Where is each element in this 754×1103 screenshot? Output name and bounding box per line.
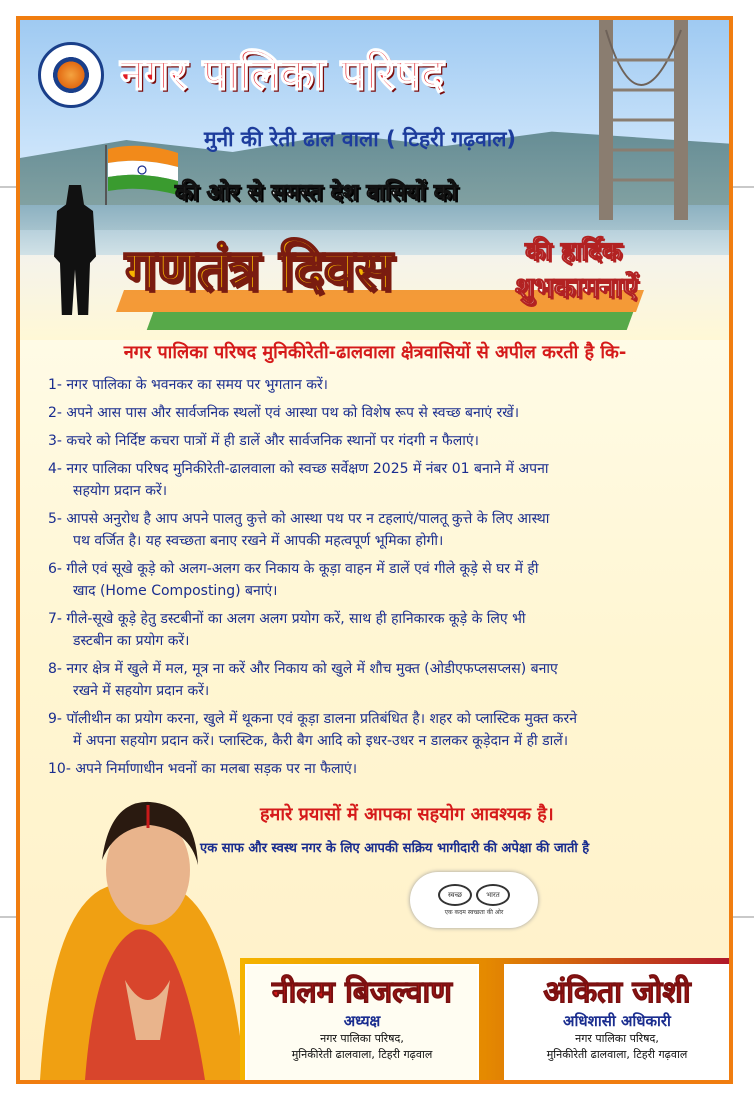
subtitle: मुनी की रेती ढाल वाला ( टिहरी गढ़वाल) xyxy=(203,127,517,151)
event-title: गणतंत्र दिवस xyxy=(125,238,393,303)
officer-address-1: नगर पालिका परिषद, xyxy=(575,1032,659,1045)
signatory-card-officer xyxy=(504,964,730,1084)
left-edge-line-lower xyxy=(0,916,16,918)
bridge-image xyxy=(579,20,709,220)
greeting-line-2: शुभकामनाऐं xyxy=(515,271,638,304)
right-edge-line-lower xyxy=(733,916,754,918)
hero-banner xyxy=(20,20,729,340)
poster xyxy=(16,16,733,1084)
signatory-card-chairperson xyxy=(245,964,479,1084)
closing-line-2: एक साफ और स्वस्थ नगर के लिए आपकी सक्रिय भागीदारी की अपेक्षा की जाती है xyxy=(200,841,590,856)
green-stripe xyxy=(147,312,634,330)
list-item: 9- पॉलीथीन का प्रयोग करना, खुले में थूकना एवं कूड़ा डालना प्रतिबंधित है। शहर को प्लास्टिक मुक्त करने में अपना सहयोग प्रदान करें। प्लास्टिक, कैरी बैग आदि को इधर-उधर न डालकर कूड़ेदान में ही डालें। xyxy=(48,711,577,749)
swachh-bharat-logo: स्वच्छ भारत एक कदम स्वच्छता की ओर xyxy=(410,872,538,928)
officer-role: अधिशासी अधिकारी xyxy=(563,1012,671,1030)
municipal-logo xyxy=(38,42,104,108)
officer-address-2: मुनिकीरेती ढालवाला, टिहरी गढ़वाल xyxy=(546,1048,688,1061)
chairperson-address-2: मुनिकीरेती ढालवाला, टिहरी गढ़वाल xyxy=(291,1048,433,1061)
chairperson-address-1: नगर पालिका परिषद, xyxy=(320,1032,404,1045)
list-item: 6- गीले एवं सूखे कूड़े को अलग-अलग कर निकाय के कूड़ा वाहन में डालें एवं गीले कूड़े से घर में ही खाद (Home Composting) बनाएं। xyxy=(48,561,539,599)
list-item: 5- आपसे अनुरोध है आप अपने पालतु कुत्ते को आस्था पथ पर न टहलाएं/पालतू कुत्ते के लिए आस्था पथ वर्जित है। यह स्वच्छता बनाए रखने में आपकी महत्वपूर्ण भूमिका होगी। xyxy=(48,511,550,549)
list-item: 2- अपने आस पास और सार्वजनिक स्थलों एवं आस्था पथ को विशेष रूप से स्वच्छ बनाएं रखें। xyxy=(48,405,520,421)
glasses-icon: स्वच्छ भारत xyxy=(438,884,510,906)
list-item: 1- नगर पालिका के भवनकर का समय पर भुगतान करें। xyxy=(48,377,328,393)
appeal-list xyxy=(48,374,724,786)
appeal-heading: नगर पालिका परिषद मुनिकीरेती-ढालवाला क्षेत्रवासियों से अपील करती है कि- xyxy=(123,342,627,363)
from-line: की ओर से समस्त देश वासियों को xyxy=(175,180,458,206)
closing-line-1: हमारे प्रयासों में आपका सहयोग आवश्यक है। xyxy=(260,804,554,825)
chairperson-role: अध्यक्ष xyxy=(343,1012,381,1030)
list-item: 4- नगर पालिका परिषद मुनिकीरेती-ढालवाला को स्वच्छ सर्वेक्षण 2025 में नंबर 01 बनाने में अपना सहयोग प्रदान करें। xyxy=(48,461,549,499)
list-item: 10- अपने निर्माणाधीन भवनों का मलबा सड़क पर ना फैलाएं। xyxy=(48,761,358,777)
officer-name: अंकिता जोशी xyxy=(543,975,691,1010)
chairperson-name: नीलम बिजल्वाण xyxy=(272,975,452,1010)
list-item: 7- गीले-सूखे कूड़े हेतु डस्टबीनों का अलग अलग प्रयोग करें, साथ ही हानिकारक कूड़े के लिए भी डस्टबीन का प्रयोग करें। xyxy=(48,611,526,649)
list-item: 3- कचरे को निर्दिष्ट कचरा पात्रों में ही डालें और सार्वजनिक स्थानों पर गंदगी न फैलाएं। xyxy=(48,433,479,449)
indian-flag-icon xyxy=(100,145,180,205)
greeting-line-1: की हार्दिक xyxy=(525,237,622,267)
right-edge-line xyxy=(733,186,754,188)
left-edge-line xyxy=(0,186,16,188)
list-item: 8- नगर क्षेत्र में खुले में मल, मूत्र ना करें और निकाय को खुले में शौच मुक्त (ओडीएफप्लसप्लस) बनाए रखने में सहयोग प्रदान करें। xyxy=(48,661,558,699)
page-title: नगर पालिका परिषद xyxy=(120,49,444,100)
chairperson-photo xyxy=(30,780,260,1080)
